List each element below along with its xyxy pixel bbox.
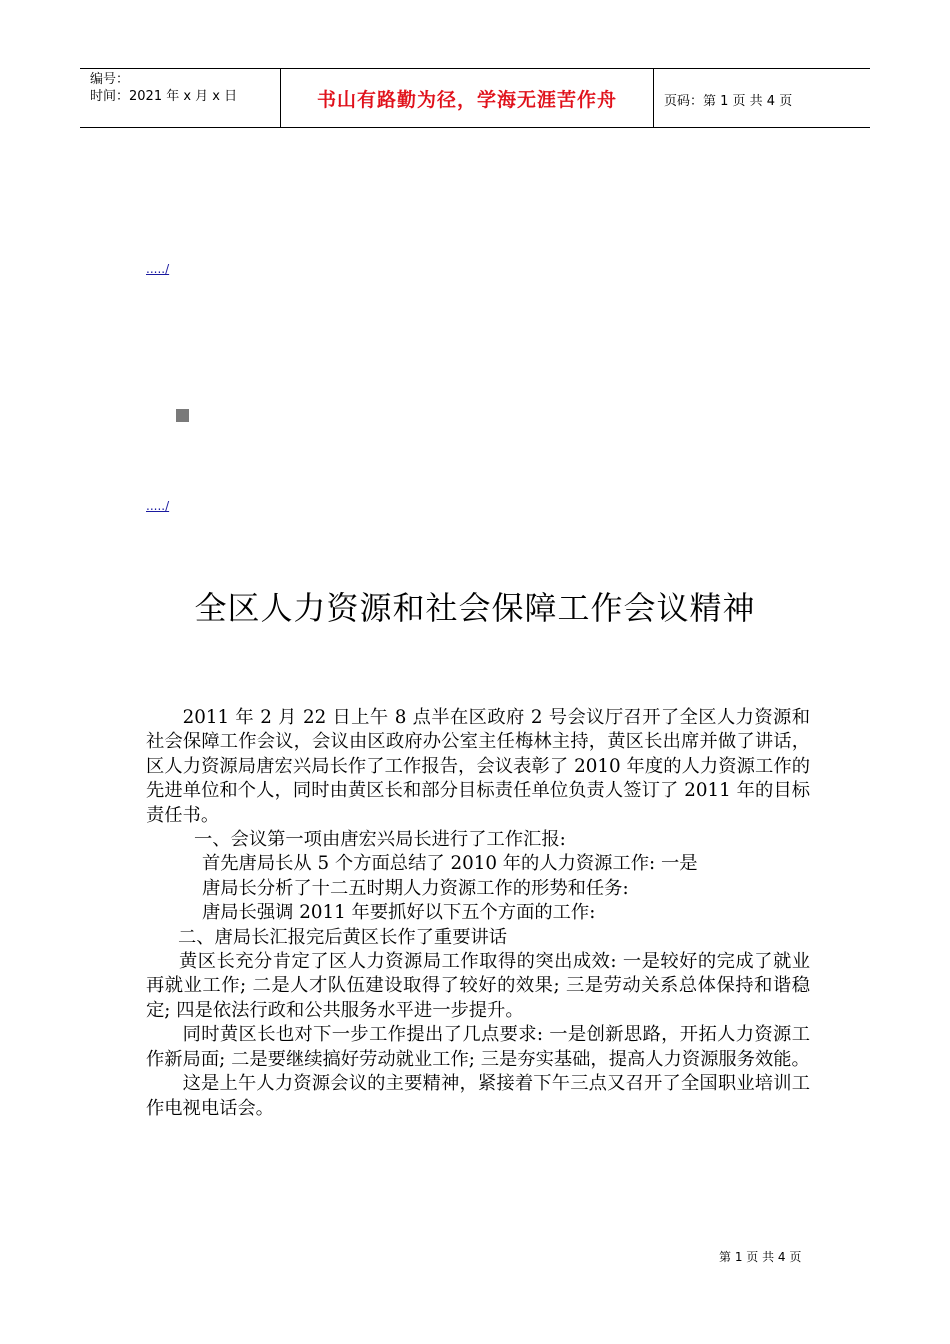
body-paragraph: 同时黄区长也对下一步工作提出了几点要求: 一是创新思路，开拓人力资源工作新局面; 二是要继续搞好劳动就业工作; 三是夯实基础，提高人力资源服务效能。 bbox=[146, 1024, 810, 1070]
document-title: 全区人力资源和社会保障工作会议精神 bbox=[194, 589, 756, 627]
header-meta bbox=[90, 71, 237, 105]
dotted-link[interactable]: ...../ bbox=[146, 499, 170, 513]
page-footer: 第 1 页 共 4 页 bbox=[719, 1250, 802, 1264]
dotted-link[interactable]: ...../ bbox=[146, 262, 170, 276]
document-number-label: 编号： bbox=[90, 72, 130, 87]
header-divider bbox=[653, 69, 654, 127]
body-paragraph: 唐局长强调 2011 年要抓好以下五个方面的工作: bbox=[202, 902, 596, 924]
body-paragraph: 2011 年 2 月 22 日上午 8 点半在区政府 2 号会议厅召开了全区人力资源和社会保障工作会议，会议由区政府办公室主任梅林主持，黄区长出席并做了讲话，区人力资源局唐宏兴局长作了工作报告，会议表彰了 2010 年度的人力资源工作的先进单位和个人，同时由黄区长和部分目标责任单位负责人签订了 2011 年的目标责任书。 bbox=[146, 707, 810, 826]
body-paragraph: 这是上午人力资源会议的主要精神，紧接着下午三点又召开了全国职业培训工作电视电话会。 bbox=[146, 1073, 810, 1119]
body-paragraph: 二、唐局长汇报完后黄区长作了重要讲话 bbox=[178, 926, 508, 948]
header-motto: 书山有路勤为径，学海无涯苦作舟 bbox=[316, 89, 617, 111]
body-paragraph: 黄区长充分肯定了区人力资源局工作取得的突出成效: 一是较好的完成了就业再就业工作; 二是人才队伍建设取得了较好的效果; 三是劳动关系总体保持和谐稳定; 四是依法行政和公共服务水平进一步提升。 bbox=[146, 951, 810, 1021]
page-header bbox=[80, 68, 870, 128]
document-time-label: 时间：2021 年 x 月 x 日 bbox=[90, 89, 238, 104]
body-paragraph: 首先唐局长从 5 个方面总结了 2010 年的人力资源工作: 一是 bbox=[202, 853, 698, 875]
document-body bbox=[146, 706, 810, 1121]
gray-square-icon bbox=[176, 409, 189, 422]
body-paragraph: 一、会议第一项由唐宏兴局长进行了工作汇报: bbox=[194, 829, 566, 851]
header-page-number: 页码：第 1 页 共 4 页 bbox=[664, 94, 793, 109]
body-paragraph: 唐局长分析了十二五时期人力资源工作的形势和任务: bbox=[202, 877, 629, 899]
